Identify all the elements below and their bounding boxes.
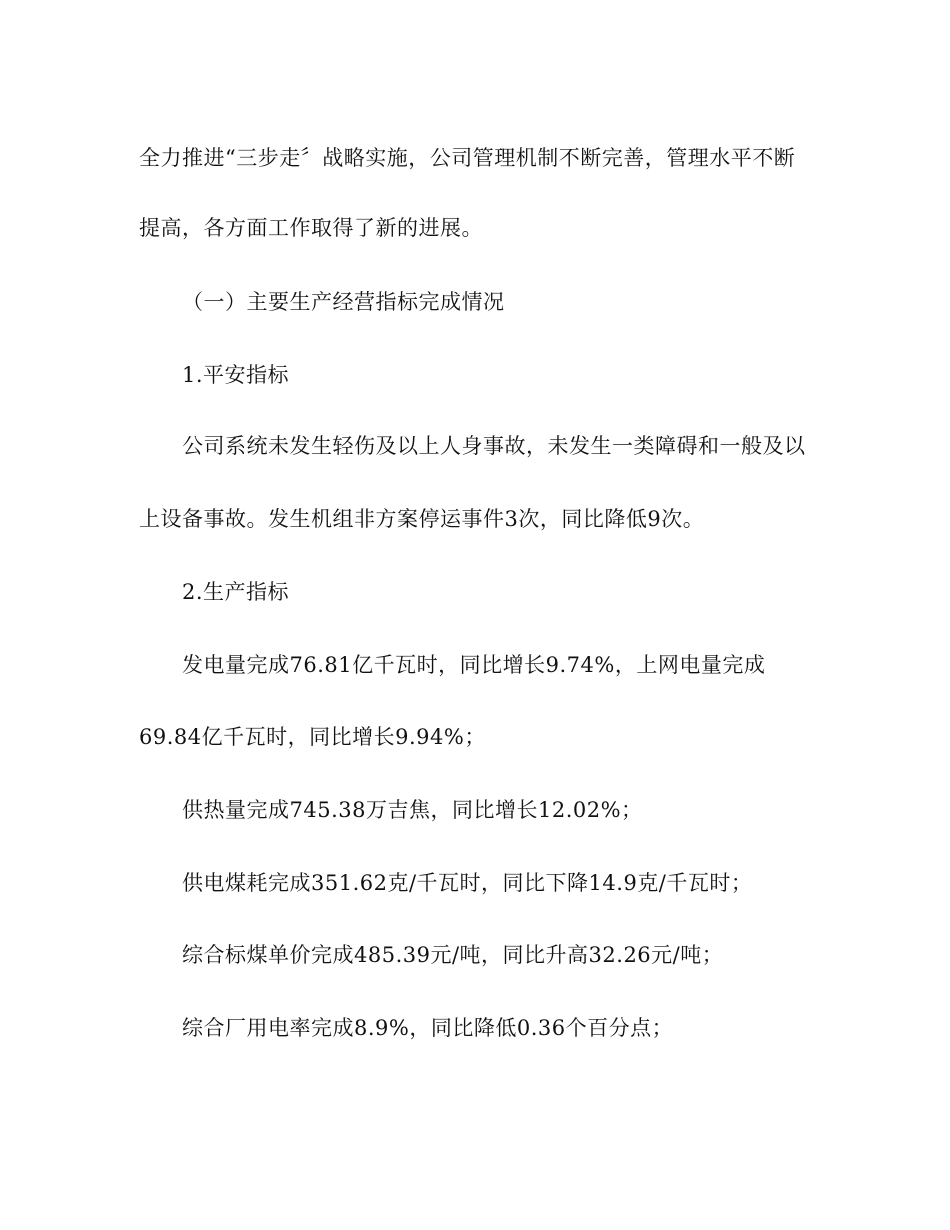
section-heading: （一）主要生产经营指标完成情况 (182, 290, 505, 314)
subsection-heading: 2.生产指标 (182, 580, 290, 604)
paragraph-line: 供热量完成745.38万吉焦，同比增长12.02%； (182, 798, 643, 822)
paragraph-line: 全力推进“三步走〞战略实施，公司管理机制不断完善，管理水平不断 (139, 146, 796, 170)
subsection-heading: 1.平安指标 (182, 363, 290, 387)
paragraph-line: 供电煤耗完成351.62克/千瓦时，同比下降14.9克/千瓦时； (182, 871, 753, 895)
paragraph-line: 综合厂用电率完成8.9%，同比降低0.36个百分点； (182, 1016, 674, 1040)
paragraph-line: 69.84亿千瓦时，同比增长9.94%； (139, 725, 486, 749)
paragraph-line: 上设备事故。发生机组非方案停运事件3次，同比降低9次。 (139, 507, 705, 531)
paragraph-line: 提高，各方面工作取得了新的进展。 (139, 216, 483, 240)
paragraph-line: 公司系统未发生轻伤及以上人身事故，未发生一类障碍和一般及以 (182, 434, 806, 458)
paragraph-line: 发电量完成76.81亿千瓦时，同比增长9.74%，上网电量完成 (182, 653, 766, 677)
paragraph-line: 综合标煤单价完成485.39元/吨，同比升高32.26元/吨； (182, 943, 724, 967)
